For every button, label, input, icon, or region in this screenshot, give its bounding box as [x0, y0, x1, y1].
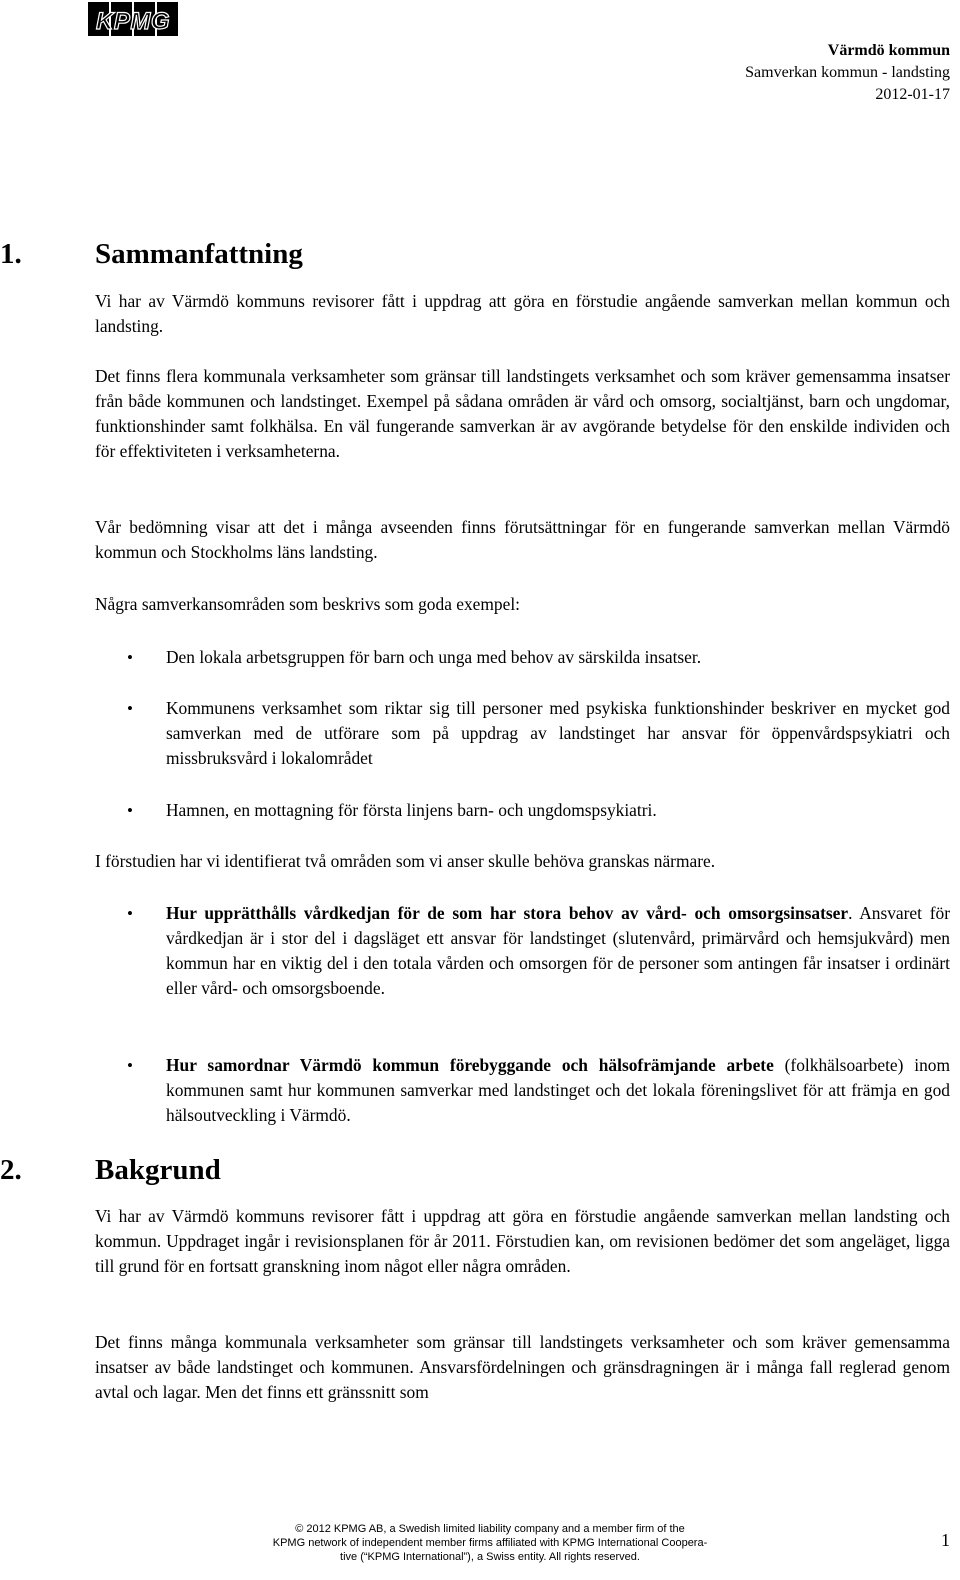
footer-line: KPMG network of independent member firms affiliated with KPMG International Coopera-	[272, 1537, 708, 1549]
paragraph: Vi har av Värmdö kommuns revisorer fått i uppdrag att göra en förstudie angående samverkan mellan kommun och landsting.	[95, 291, 950, 336]
header-organization: Värmdö kommun	[827, 42, 950, 59]
section-title: Bakgrund	[95, 1154, 221, 1186]
list-item-text	[166, 1053, 950, 1128]
list-item-bold-lead: Hur samordnar Värmdö kommun förebyggande och hälsofrämjande arbete	[166, 1055, 774, 1075]
paragraph: Det finns flera kommunala verksamheter som gränsar till landstingets verksamhet och som kräver gemensamma insatser från både kommunen och landstinget. Exempel på sådana områden är vård och omsorg, socialtjänst, barn och ungdomar, funktionshinder samt folkhälsa. En väl fungerande samverkan är av avgörande betydelse för den enskilde individen och för effektiviteten i verksamheterna.	[95, 366, 950, 461]
list-item-text: Kommunens verksamhet som riktar sig till personer med psykiska funktionshinder beskriver en mycket god samverkan med de utförare som på uppdrag av landstinget har ansvar för öppenvårdspsykiatri och missbruksvård i lokalområdet	[166, 698, 950, 768]
paragraph: Vi har av Värmdö kommuns revisorer fått i uppdrag att göra en förstudie angående samverkan mellan landsting och kommun. Uppdraget ingår i revisionsplanen för år 2011. Förstudien kan, om revisionen bedömer det som angeläget, ligga till grund för en fortsatt granskning inom något eller några områden.	[95, 1206, 950, 1276]
list-item-rest: (folkhälsoarbete) inom kommunen samt hur kommunen samverkar med landstinget och det lokala föreningslivet för att främja en god hälsoutveckling i Värmdö.	[166, 1055, 950, 1125]
bullet-icon: •	[127, 699, 133, 718]
list-item-text: Den lokala arbetsgruppen för barn och unga med behov av särskilda insatser.	[166, 647, 702, 667]
paragraph: Vår bedömning visar att det i många avseenden finns förutsättningar för en fungerande samverkan mellan Värmdö kommun och Stockholms läns landsting.	[95, 517, 950, 562]
page-footer	[250, 1522, 730, 1564]
footer-line: © 2012 KPMG AB, a Swedish limited liability company and a member firm of the	[295, 1523, 685, 1535]
footer-line: tive (“KPMG International”), a Swiss entity. All rights reserved.	[340, 1551, 640, 1563]
bullet-icon: •	[127, 904, 133, 923]
section-title: Sammanfattning	[95, 238, 303, 270]
list-item-rest: . Ansvaret för vårdkedjan är i stor del i dagsläget ett ansvar för landstinget (slutenvård, primärvård och hemsjukvård) men kommun har en viktig del i den totala vården och omsorgen för de personer som antingen får insatser i ordinärt eller vård- och omsorgsboende.	[166, 903, 950, 998]
section-number: 1.	[0, 238, 22, 270]
section-heading-1	[0, 238, 960, 274]
section-heading-2	[0, 1154, 960, 1190]
header-date: 2012-01-17	[875, 86, 950, 103]
header-title: Samverkan kommun - landsting	[745, 64, 950, 81]
list-item-bold-lead: Hur upprätthålls vårdkedjan för de som har stora behov av vård- och omsorgsinsatser	[166, 903, 849, 923]
bullet-icon: •	[127, 648, 133, 667]
kpmg-logo-text: KPMG	[96, 8, 170, 35]
section-number: 2.	[0, 1154, 22, 1186]
paragraph: I förstudien har vi identifierat två områden som vi anser skulle behöva granskas närmare.	[95, 851, 716, 871]
list-item-text: Hamnen, en mottagning för första linjens barn- och ungdomspsykiatri.	[166, 800, 657, 820]
bullet-icon: •	[127, 1056, 133, 1075]
document-header	[745, 40, 950, 106]
bullet-icon: •	[127, 801, 133, 820]
paragraph: Det finns många kommunala verksamheter som gränsar till landstingets verksamheter och som kräver gemensamma insatser av både landstinget och kommunen. Ansvarsfördelningen och gränsdragningen är i många fall reglerad genom avtal och lagar. Men det finns ett gränssnitt som	[95, 1332, 950, 1402]
list-item-text	[166, 901, 950, 1001]
page-number: 1	[941, 1530, 950, 1550]
paragraph: Några samverkansområden som beskrivs som goda exempel:	[95, 594, 520, 614]
